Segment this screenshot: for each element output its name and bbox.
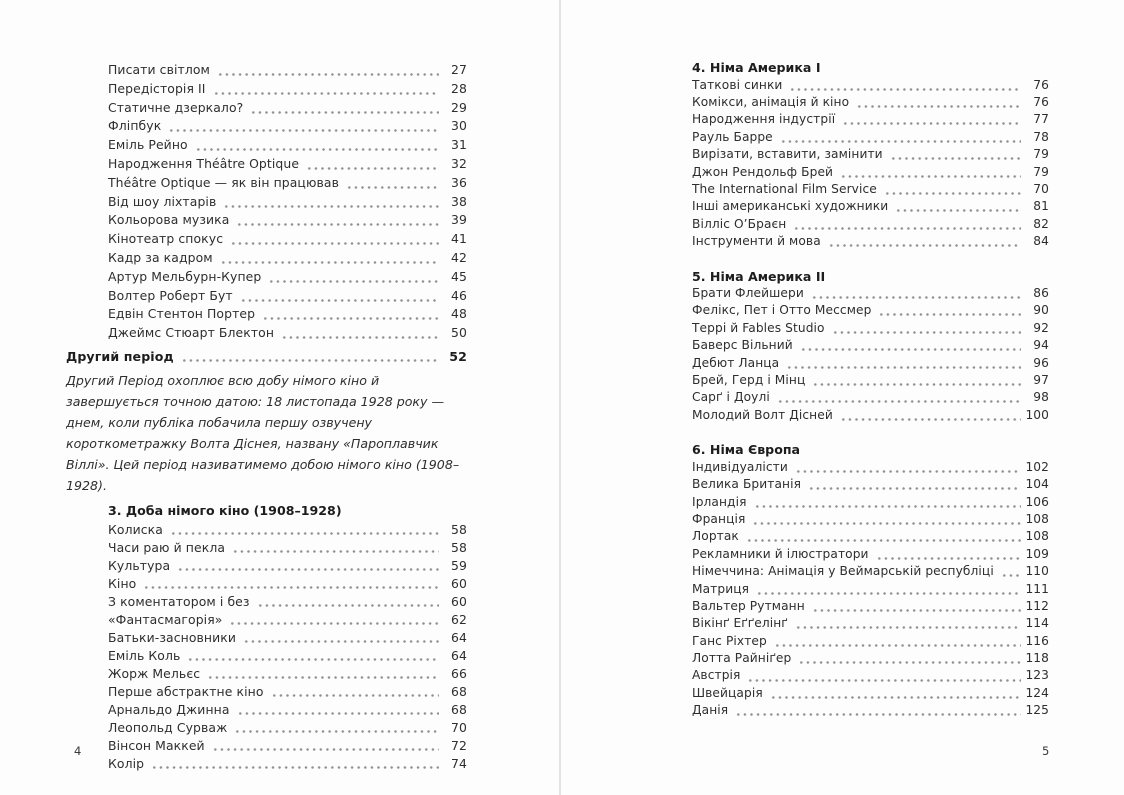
toc-section-4 <box>692 59 1049 251</box>
toc-entry <box>692 528 1049 545</box>
toc-entry <box>108 755 467 773</box>
toc-entry-label: Писати світлом <box>108 62 211 77</box>
dot-leader <box>876 546 1021 563</box>
toc-entry-page: 116 <box>1025 633 1049 648</box>
toc-entry-label: Кольорова музика <box>108 212 230 228</box>
toc-entry-label: Народження Théâtre Optique <box>108 155 300 171</box>
toc-entry <box>692 233 1049 250</box>
toc-entry-label: Інші американські художники <box>692 199 889 214</box>
toc-entry <box>692 389 1049 406</box>
toc-entry-page: 108 <box>1025 511 1049 526</box>
toc-entry <box>692 563 1049 580</box>
toc-entry <box>692 77 1049 94</box>
period-heading-page: 52 <box>449 348 467 364</box>
dot-leader <box>777 389 1021 406</box>
folio-page-number-left: 4 <box>74 744 82 758</box>
toc-entry-page: 59 <box>451 557 467 573</box>
toc-list-chapter-5 <box>692 285 1049 424</box>
dot-leader <box>271 683 439 701</box>
toc-list-chapter-4 <box>692 77 1049 251</box>
dot-leader <box>890 146 1021 163</box>
dot-leader <box>143 575 439 593</box>
toc-entry-label: Террі й Fables Studio <box>692 320 825 335</box>
dot-leader <box>770 685 1021 702</box>
toc-entry <box>692 598 1049 615</box>
toc-entry-label: Батьки-засновники <box>108 629 236 645</box>
toc-entry-page: 38 <box>451 193 467 209</box>
dot-leader <box>786 355 1021 372</box>
toc-list-chapter-3 <box>108 521 467 773</box>
toc-entry <box>108 305 467 324</box>
toc-entry <box>692 459 1049 476</box>
toc-entry-label: Кінотеатр спокус <box>108 231 224 247</box>
toc-entry-label: «Фантасмагорія» <box>108 611 223 627</box>
toc-entry-page: 74 <box>451 755 467 771</box>
toc-entry <box>692 337 1049 354</box>
dot-leader <box>236 211 439 230</box>
toc-entry-page: 29 <box>451 99 467 115</box>
toc-entry-page: 97 <box>1033 373 1049 388</box>
toc-entry-label: Статичне дзеркало? <box>108 99 244 115</box>
dot-leader <box>187 647 439 665</box>
toc-entry-label: Вальтер Рутманн <box>692 598 805 613</box>
toc-entry <box>108 136 467 155</box>
dot-leader <box>170 521 439 539</box>
toc-entry-label: Культура <box>108 557 171 573</box>
toc-entry-label: Леопольд Сурваж <box>108 719 228 735</box>
dot-leader <box>306 155 439 174</box>
toc-entry-page: 60 <box>451 575 467 591</box>
dot-leader <box>800 337 1021 354</box>
toc-entry-period-heading <box>66 347 467 366</box>
dot-leader <box>798 650 1021 667</box>
toc-entry <box>108 647 467 665</box>
toc-entry <box>108 575 467 593</box>
dot-leader <box>774 633 1021 650</box>
toc-entry-label: Австрія <box>692 668 741 683</box>
toc-entry <box>108 593 467 611</box>
dot-leader <box>151 755 439 773</box>
toc-entry-label: Фелікс, Пет і Отто Мессмер <box>692 303 872 318</box>
toc-entry <box>108 211 467 230</box>
toc-entry <box>108 174 467 193</box>
toc-entry <box>692 372 1049 389</box>
toc-entry <box>692 164 1049 181</box>
toc-entry-page: 96 <box>1033 355 1049 370</box>
toc-entry-label: Вілліс О’Браєн <box>692 216 787 231</box>
toc-entry-page: 98 <box>1033 390 1049 405</box>
toc-entry <box>108 80 467 99</box>
toc-entry-page: 102 <box>1025 459 1049 474</box>
dot-leader <box>754 494 1021 511</box>
toc-entry-label: Сарґ і Доулі <box>692 390 770 405</box>
toc-entry-label: Лортак <box>692 529 739 544</box>
dot-leader <box>828 233 1021 250</box>
toc-entry-label: Артур Мельбурн-Купер <box>108 268 262 284</box>
dot-leader <box>780 129 1021 146</box>
period-heading-label: Другий період <box>66 348 174 364</box>
toc-entry <box>692 302 1049 319</box>
toc-list-continued-chapter <box>108 61 467 343</box>
dot-leader <box>747 668 1021 685</box>
toc-entry-page: 36 <box>451 174 467 190</box>
toc-entry-label: Велика Британія <box>692 477 802 492</box>
toc-entry <box>692 511 1049 528</box>
toc-entry-label: Брати Флейшери <box>692 286 804 301</box>
dot-leader <box>237 701 439 719</box>
dot-leader <box>752 511 1021 528</box>
toc-entry <box>108 629 467 647</box>
toc-entry-page: 76 <box>1033 94 1049 109</box>
toc-entry <box>108 719 467 737</box>
toc-entry-page: 78 <box>1033 129 1049 144</box>
toc-entry-label: Швейцарія <box>692 685 763 700</box>
toc-entry <box>108 99 467 118</box>
period-description: Другий Період охоплює всю добу німого кіно й завершується точною датою: 18 листопада 1928 року — днем, коли публіка побачила першу озвучену короткометражку Волта Діснея, названу «Пароплавчик Віллі». Цей період називатимемо добою німого кіно (1908–1928). <box>66 372 460 493</box>
toc-page-left <box>0 0 559 795</box>
toc-entry-page: 94 <box>1033 338 1049 353</box>
toc-entry-label: Кіно <box>108 575 137 591</box>
toc-entry-label: Рекламники й ілюстратори <box>692 546 869 561</box>
toc-entry <box>692 320 1049 337</box>
toc-entry-page: 108 <box>1025 529 1049 544</box>
toc-entry-label: Арнальдо Джинна <box>108 701 230 717</box>
toc-entry <box>692 216 1049 233</box>
dot-leader <box>840 407 1021 424</box>
dot-leader <box>812 372 1021 389</box>
toc-entry-label: The International Film Service <box>692 181 877 196</box>
dot-leader <box>895 198 1021 215</box>
dot-leader <box>262 305 439 324</box>
toc-section-5 <box>692 268 1049 425</box>
toc-entry-label: Волтер Роберт Бут <box>108 287 233 303</box>
toc-entry-label: Фліпбук <box>108 118 162 134</box>
toc-entry-label: Індивідуалісти <box>692 459 788 474</box>
toc-entry <box>692 407 1049 424</box>
toc-entry <box>692 702 1049 719</box>
toc-entry <box>108 61 467 80</box>
dot-leader <box>793 216 1021 233</box>
toc-entry <box>692 285 1049 302</box>
dot-leader <box>735 702 1021 719</box>
toc-entry-label: Вінсон Маккей <box>108 737 205 753</box>
dot-leader <box>213 80 439 99</box>
toc-entry-label: Ірландія <box>692 494 747 509</box>
dot-leader <box>789 77 1021 94</box>
toc-entry-page: 48 <box>451 306 467 322</box>
toc-entry <box>108 539 467 557</box>
dot-leader <box>756 581 1021 598</box>
toc-entry-page: 110 <box>1025 564 1049 579</box>
toc-entry-label: Еміль Коль <box>108 647 181 663</box>
toc-entry-label: Дебют Ланца <box>692 355 780 370</box>
toc-list-chapter-6 <box>692 459 1049 720</box>
toc-entry <box>692 685 1049 702</box>
toc-entry <box>692 111 1049 128</box>
toc-entry-label: Таткові синки <box>692 77 783 92</box>
chapter-3-heading: 3. Доба німого кіно (1908–1928) <box>108 502 342 518</box>
dot-leader <box>212 737 439 755</box>
toc-entry-label: Джеймс Стюарт Блектон <box>108 325 275 341</box>
toc-entry-label: Вирізати, вставити, замінити <box>692 147 883 162</box>
toc-entry <box>108 268 467 287</box>
toc-entry-label: Колиска <box>108 521 163 537</box>
dot-leader <box>220 249 439 268</box>
toc-entry <box>692 476 1049 493</box>
toc-entry-page: 42 <box>451 249 467 265</box>
toc-entry-label: Кадр за кадром <box>108 249 213 265</box>
toc-entry-page: 28 <box>451 80 467 96</box>
toc-entry <box>692 355 1049 372</box>
dot-leader <box>281 324 439 343</box>
toc-entry-page: 114 <box>1025 616 1049 631</box>
right-page-content <box>692 59 1049 737</box>
toc-entry-label: Інструменти й мова <box>692 234 821 249</box>
toc-entry-page: 82 <box>1033 216 1049 231</box>
toc-entry <box>108 665 467 683</box>
toc-entry-page: 58 <box>451 521 467 537</box>
toc-entry-page: 104 <box>1025 477 1049 492</box>
toc-entry-label: Часи раю й пекла <box>108 539 226 555</box>
dot-leader <box>808 476 1021 493</box>
dot-leader <box>795 459 1021 476</box>
dot-leader <box>856 94 1021 111</box>
toc-entry-label: Молодий Волт Дісней <box>692 407 833 422</box>
toc-entry-page: 45 <box>451 268 467 284</box>
toc-entry-label: Матриця <box>692 581 750 596</box>
toc-entry <box>692 668 1049 685</box>
toc-entry-label: Вікінґ Еґґелінґ <box>692 616 788 631</box>
toc-entry-label: Théâtre Optique — як він працював <box>108 174 339 190</box>
toc-entry-label: Перше абстрактне кіно <box>108 683 264 699</box>
toc-entry-label: Передісторія II <box>108 80 206 96</box>
toc-entry-page: 64 <box>451 629 467 645</box>
dot-leader <box>811 285 1021 302</box>
toc-entry <box>692 650 1049 667</box>
toc-entry <box>692 546 1049 563</box>
dot-leader <box>878 302 1021 319</box>
toc-entry <box>108 611 467 629</box>
toc-entry-page: 86 <box>1033 286 1049 301</box>
dot-leader <box>207 665 439 683</box>
toc-entry <box>108 193 467 212</box>
toc-entry-page: 58 <box>451 539 467 555</box>
toc-entry <box>108 155 467 174</box>
toc-page-right <box>561 0 1124 795</box>
toc-entry-label: Німеччина: Анімація у Веймарській республіці <box>692 564 994 579</box>
toc-entry <box>692 494 1049 511</box>
toc-entry-page: 90 <box>1033 303 1049 318</box>
dot-leader <box>268 268 439 287</box>
dot-leader <box>177 557 439 575</box>
toc-entry <box>108 557 467 575</box>
toc-entry <box>692 181 1049 198</box>
dot-leader <box>842 111 1021 128</box>
toc-entry-page: 68 <box>451 701 467 717</box>
toc-entry-page: 79 <box>1033 164 1049 179</box>
toc-entry-page: 39 <box>451 212 467 228</box>
toc-entry <box>692 198 1049 215</box>
dot-leader <box>346 174 439 193</box>
toc-entry <box>108 737 467 755</box>
toc-entry-page: 123 <box>1025 668 1049 683</box>
toc-entry-page: 32 <box>451 155 467 171</box>
dot-leader <box>229 611 439 629</box>
toc-entry <box>108 683 467 701</box>
toc-entry-label: Едвін Стентон Портер <box>108 306 256 322</box>
toc-entry-page: 112 <box>1025 598 1049 613</box>
toc-entry-label: Еміль Рейно <box>108 137 188 153</box>
toc-entry-page: 72 <box>451 737 467 753</box>
toc-entry <box>692 146 1049 163</box>
toc-entry <box>692 129 1049 146</box>
toc-entry-page: 46 <box>451 287 467 303</box>
toc-entry-page: 106 <box>1025 494 1049 509</box>
dot-leader <box>217 61 439 80</box>
toc-entry <box>108 230 467 249</box>
toc-entry-page: 66 <box>451 665 467 681</box>
folio-page-number-right: 5 <box>1042 744 1050 758</box>
left-page-content <box>66 61 467 773</box>
toc-entry-page: 70 <box>451 719 467 735</box>
toc-entry-page: 76 <box>1033 77 1049 92</box>
dot-leader <box>840 164 1021 181</box>
toc-entry-page: 62 <box>451 611 467 627</box>
dot-leader <box>795 615 1021 632</box>
toc-entry <box>108 521 467 539</box>
toc-entry-label: Ганс Ріхтер <box>692 633 767 648</box>
toc-entry-label: Колір <box>108 755 145 771</box>
toc-entry-page: 64 <box>451 647 467 663</box>
toc-entry-page: 27 <box>451 62 467 77</box>
toc-entry-page: 125 <box>1025 703 1049 718</box>
dot-leader <box>243 629 439 647</box>
toc-entry-label: Жорж Мельєс <box>108 665 201 681</box>
toc-entry-page: 100 <box>1025 407 1049 422</box>
dot-leader <box>250 99 439 118</box>
toc-entry <box>692 94 1049 111</box>
toc-entry-page: 111 <box>1025 581 1049 596</box>
toc-entry-page: 50 <box>451 325 467 341</box>
toc-entry-label: Франція <box>692 511 746 526</box>
chapter-4-heading: 4. Німа Америка I <box>692 60 821 75</box>
toc-section-6 <box>692 441 1049 719</box>
dot-leader <box>746 528 1021 545</box>
toc-entry-page: 84 <box>1033 234 1049 249</box>
toc-entry-page: 109 <box>1025 546 1049 561</box>
toc-entry-page: 70 <box>1033 181 1049 196</box>
toc-entry <box>692 581 1049 598</box>
dot-leader <box>240 287 439 306</box>
toc-entry <box>692 633 1049 650</box>
dot-leader <box>181 347 439 366</box>
toc-entry-page: 77 <box>1033 112 1049 127</box>
toc-entry-label: Брей, Герд і Мінц <box>692 373 806 388</box>
dot-leader <box>234 719 439 737</box>
toc-entry <box>692 615 1049 632</box>
toc-entry-page: 118 <box>1025 651 1049 666</box>
dot-leader <box>257 593 439 611</box>
toc-entry-label: Лотта Райніґер <box>692 651 792 666</box>
dot-leader <box>230 230 439 249</box>
chapter-6-heading: 6. Німа Європа <box>692 442 801 458</box>
toc-entry-page: 68 <box>451 683 467 699</box>
toc-entry-page: 31 <box>451 137 467 153</box>
dot-leader <box>232 539 439 557</box>
dot-leader <box>1001 563 1021 580</box>
toc-entry <box>108 701 467 719</box>
toc-entry-page: 30 <box>451 118 467 134</box>
toc-entry-label: Від шоу ліхтарів <box>108 193 217 209</box>
toc-entry-page: 60 <box>451 593 467 609</box>
toc-entry-page: 41 <box>451 231 467 247</box>
toc-entry-label: Джон Рендольф Брей <box>692 164 834 179</box>
toc-entry-page: 81 <box>1033 199 1049 214</box>
toc-entry-label: Баверс Вільний <box>692 338 793 353</box>
dot-leader <box>812 598 1021 615</box>
toc-entry <box>108 117 467 136</box>
toc-entry-page: 79 <box>1033 147 1049 162</box>
toc-entry <box>108 287 467 306</box>
toc-entry-page: 124 <box>1025 685 1049 700</box>
toc-entry-label: З коментатором і без <box>108 593 250 609</box>
chapter-5-heading: 5. Німа Америка II <box>692 268 826 284</box>
dot-leader <box>168 117 439 136</box>
dot-leader <box>195 136 439 155</box>
toc-entry-label: Данія <box>692 703 729 718</box>
dot-leader <box>223 193 439 212</box>
toc-entry-page: 92 <box>1033 320 1049 335</box>
dot-leader <box>832 320 1021 337</box>
toc-entry-label: Рауль Барре <box>692 129 773 144</box>
toc-entry <box>108 249 467 268</box>
toc-entry-label: Народження індустрії <box>692 112 836 127</box>
toc-entry <box>108 324 467 343</box>
dot-leader <box>884 181 1021 198</box>
toc-entry-label: Комікси, анімація й кіно <box>692 94 850 109</box>
